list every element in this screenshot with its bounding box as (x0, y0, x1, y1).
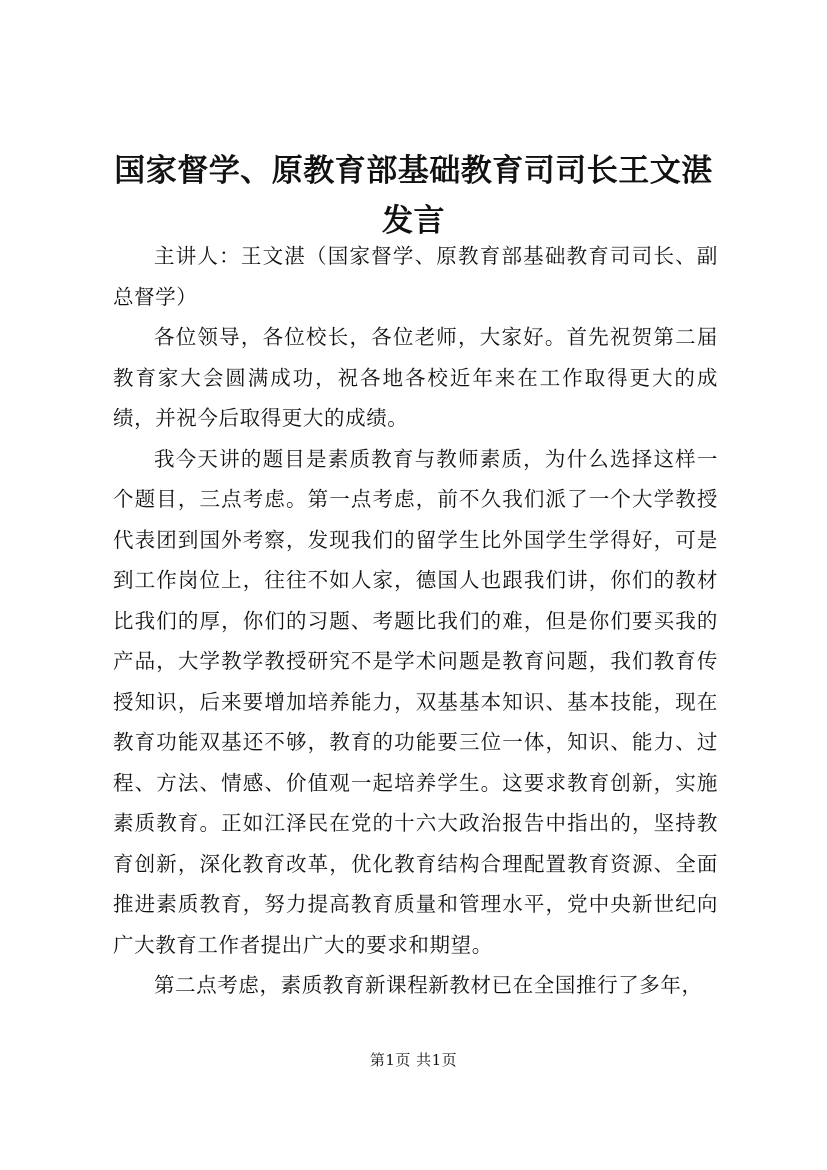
topic-paragraph: 我今天讲的题目是素质教育与教师素质，为什么选择这样一个题目，三点考虑。第一点考虑，前不久我们派了一个大学教授代表团到国外考察，发现我们的留学生比外国学生学得好，可是到工作岗位上，往往不如人家，德国人也跟我们讲，你们的教材比我们的厚，你们的习题、考题比我们的难，但是你们要买我的产品，大学教学教授研究不是学术问题是教育问题，我们教育传授知识，后来要增加培养能力，双基基本知识、基本技能，现在教育功能双基还不够，教育的功能要三位一体，知识、能力、过程、方法、情感、价值观一起培养学生。这要求教育创新，实施素质教育。正如江泽民在党的十六大政治报告中指出的，坚持教育创新，深化教育改革，优化教育结构合理配置教育资源、全面推进素质教育，努力提高教育质量和管理水平，党中央新世纪向广大教育工作者提出广大的要求和期望。 (113, 446, 718, 957)
greeting-paragraph: 各位领导，各位校长，各位老师，大家好。首先祝贺第二届教育家大会圆满成功，祝各地各校近年来在工作取得更大的成绩，并祝今后取得更大的成绩。 (113, 325, 718, 430)
page-footer: 第1页 共1页 (369, 1051, 458, 1069)
document-title: 国家督学、原教育部基础教育司司长王文湛发言 (114, 153, 713, 239)
document-body (113, 236, 718, 1006)
second-point-paragraph: 第二点考虑，素质教育新课程新教材已在全国推行了多年， (154, 973, 703, 997)
speaker-paragraph: 主讲人：王文湛（国家督学、原教育部基础教育司司长、副总督学） (113, 244, 718, 309)
